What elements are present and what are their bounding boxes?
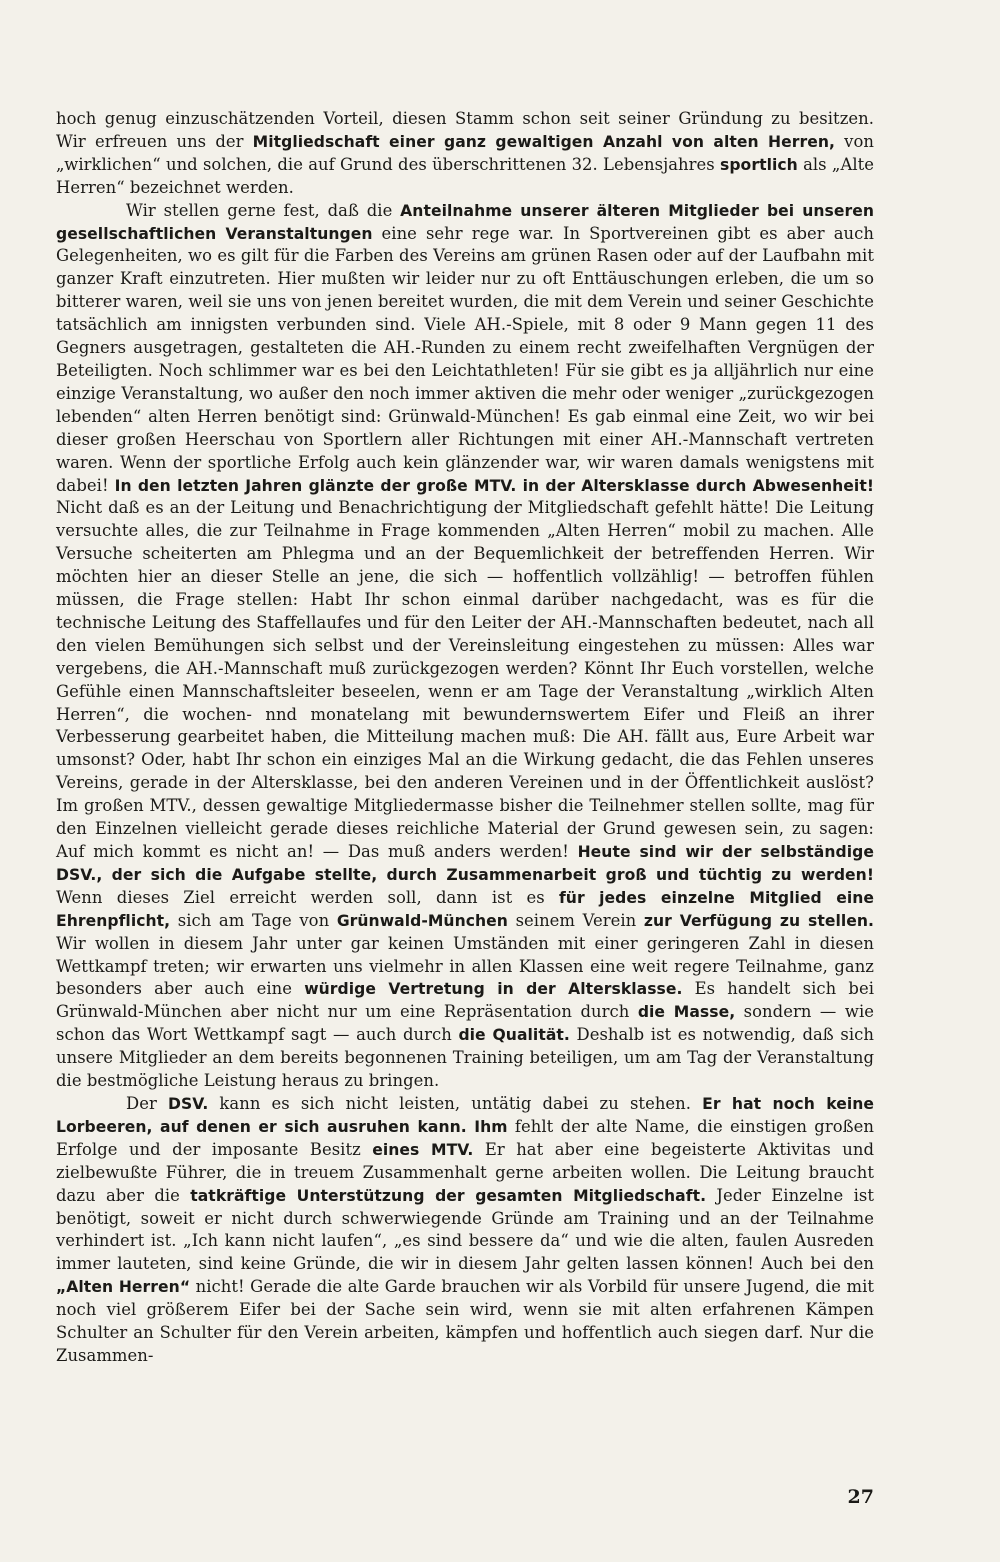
body-text: sondern — wie schon das Wort Wettkampf sagt — auch durch xyxy=(56,1002,874,1045)
body-text: Er hat aber eine begeisterte Aktivitas und zielbewußte Führer, die in treuem Zusammenhalt gerne arbeiten wollen. Die Leitung braucht dazu aber die xyxy=(56,1139,874,1205)
body-text: kann es sich nicht leisten, untätig dabei zu stehen. xyxy=(208,1093,703,1113)
body-text: Jeder Einzelne ist benötigt, soweit er nicht durch schwerwiegende Gründe am Training und an der Teilnahme verhindert ist. „Ich kann nicht laufen“, „es sind bessere da“ und wie die alten, faulen Ausreden immer lauteten, sind keine Gründe, die wir in diesem Jahr gelten lassen können! Auch bei den xyxy=(56,1185,874,1274)
emphasis-text: die Masse, xyxy=(637,1003,736,1022)
emphasis-text: Mitgliedschaft einer ganz gewaltigen Anzahl von alten Herren, xyxy=(252,132,835,151)
body-text: Der xyxy=(126,1093,168,1113)
body-text: als „Alte Herren“ bezeichnet werden. xyxy=(56,154,875,197)
emphasis-text: für jedes einzelne Mitglied eine Ehrenpflicht, xyxy=(56,888,874,930)
emphasis-text: Anteilnahme unserer älteren Mitglieder bei unseren gesellschaftlichen Veranstaltungen xyxy=(56,201,874,243)
body-text: Wenn dieses Ziel erreicht werden soll, dann ist es xyxy=(56,887,559,907)
body-text: seinem Verein xyxy=(507,910,644,930)
body-text: Es handelt sich bei Grünwald-München aber nicht nur um eine Repräsentation durch xyxy=(56,979,874,1022)
emphasis-text: Er hat noch keine Lorbeeren, auf denen er sich ausruhen kann. Ihm xyxy=(56,1094,874,1136)
body-text: Wir stellen gerne fest, daß die xyxy=(126,200,401,220)
emphasis-text: sportlich xyxy=(720,155,798,174)
body-text: Nicht daß es an der Leitung und Benachrichtigung der Mitgliedschaft gefehlt hätte! Die Leitung versuchte alles, die zur Teilnahme in Frage kommenden „Alten Herren“ mobil zu machen. Alle Versuche scheiterten am Phlegma und an der Bequemlichkeit der betreffenden Herren. Wir möchten hier an dieser Stelle an jene, die sich — hoffentlich vollzählig! — betroffen fühlen müssen, die Frage stellen: Habt Ihr schon einmal darüber nachgedacht, was es für die technische Leitung des Staffellaufes und für den Leiter der AH.-Mannschaften bedeutet, nach all den vielen Bemühungen sich selbst und der Vereinsleitung eingestehen zu müssen: Alles war vergebens, die AH.-Mannschaft muß zurückgezogen werden? Könnt Ihr Euch vorstellen, welche Gefühle einen Mannschaftsleiter beseelen, wenn er am Tage der Veranstaltung „wirklich Alten Herren“, die wochen- nnd monatelang mit bewundernswertem Eifer und Fleiß an ihrer Verbesserung gearbeitet haben, die Mitteilung machen muß: Die AH. fällt aus, Eure Arbeit war umsonst? Oder, habt Ihr schon ein einziges Mal an die Wirkung gedacht, die das Fehlen unseres Vereins, gerade in der Altersklasse, bei den anderen Vereinen und in der Öffentlichkeit auslöst? Im großen MTV., dessen gewaltige Mitgliedermasse bisher die Teilnehmer stellen sollte, mag für den Einzelnen vielleicht gerade dieses reichliche Material der Grund gewesen sein, zu sagen: Auf mich kommt es nicht an! — Das muß anders werden! xyxy=(56,498,874,861)
emphasis-text: tatkräftige Unterstützung der gesamten Mitgliedschaft. xyxy=(190,1186,707,1205)
emphasis-text: In den letzten Jahren glänzte der große MTV. in der Altersklasse durch Abwesenheit! xyxy=(114,476,874,495)
paragraph-3 xyxy=(56,1093,874,1368)
body-text: Wir wollen in diesem Jahr unter gar keinen Umständen mit einer geringeren Zahl in diesen Wettkampf treten; wir erwarten uns vielmehr in allen Klassen eine weit regere Teilnahme, ganz besonders aber auch eine xyxy=(56,933,874,999)
emphasis-text: die Qualität. xyxy=(458,1026,570,1045)
emphasis-text: DSV. xyxy=(167,1094,209,1113)
emphasis-text: Heute sind wir der selbständige DSV., der sich die Aufgabe stellte, durch Zusammenarbeit groß und tüchtig zu werden! xyxy=(56,843,874,884)
body-text: eine sehr rege war. In Sportvereinen gibt es aber auch Gelegenheiten, wo es gilt für die Farben des Vereins am grünen Rasen oder auf der Laufbahn mit ganzer Kraft einzutreten. Hier mußten wir leider nur zu oft Enttäuschungen erleben, die um so bitterer waren, weil sie uns von jenen bereitet wurden, die mit dem Verein und seiner Geschichte tatsächlich am innigsten verbunden sind. Viele AH.-Spiele, mit 8 oder 9 Mann gegen 11 des Gegners ausgetragen, gestalteten die AH.-Runden zu einem recht zweifelhaften Vergnügen der Beteiligten. Noch schlimmer war es bei den Leichtathleten! Für sie gibt es ja alljährlich nur eine einzige Veranstaltung, wo außer den noch immer aktiven die mehr oder weniger „zurückgezogen lebenden“ alten Herren benötigt sind: Grünwald-München! Es gab einmal eine Zeit, wo wir bei dieser großen Heerschau von Sportlern aller Richtungen mit einer AH.-Mannschaft vertreten waren. Wenn der sportliche Erfolg auch kein glänzender war, wir waren damals wenigstens mit dabei! xyxy=(56,223,874,495)
emphasis-text: würdige Vertretung in der Altersklasse. xyxy=(304,980,683,999)
body-text: von „wirklichen“ und solchen, die auf Grund des überschrittenen 32. Lebensjahres xyxy=(56,131,875,174)
emphasis-text: eines MTV. xyxy=(372,1140,474,1159)
emphasis-text: „Alten Herren“ xyxy=(56,1278,191,1297)
emphasis-text: zur Verfügung zu stellen. xyxy=(643,911,874,930)
body-text: fehlt der alte Name, die einstigen großen Erfolge und der imposante Besitz xyxy=(56,1116,875,1159)
body-text: nicht! Gerade die alte Garde brauchen wir als Vorbild für unsere Jugend, die mit noch viel größerem Eifer bei der Sache sein wird, wenn sie mit alten erfahrenen Kämpen Schulter an Schulter für den Verein arbeiten, kämpfen und hoffentlich auch siegen darf. Nur die Zusammen- xyxy=(56,1277,875,1365)
page-text xyxy=(56,108,874,1368)
paragraph-2 xyxy=(56,200,874,1093)
body-text: Deshalb ist es notwendig, daß sich unsere Mitglieder an dem bereits begonnenen Training beteiligen, um am Tag der Veranstaltung die bestmögliche Leistung heraus zu bringen. xyxy=(56,1025,875,1091)
body-text: hoch genug einzuschätzenden Vorteil, diesen Stamm schon seit seiner Gründung zu besitzen. Wir erfreuen uns der xyxy=(56,109,874,151)
body-text: sich am Tage von xyxy=(170,910,337,930)
paragraph-1 xyxy=(56,108,874,200)
page-number: 27 xyxy=(847,1486,874,1508)
emphasis-text: Grünwald-München xyxy=(336,911,508,930)
